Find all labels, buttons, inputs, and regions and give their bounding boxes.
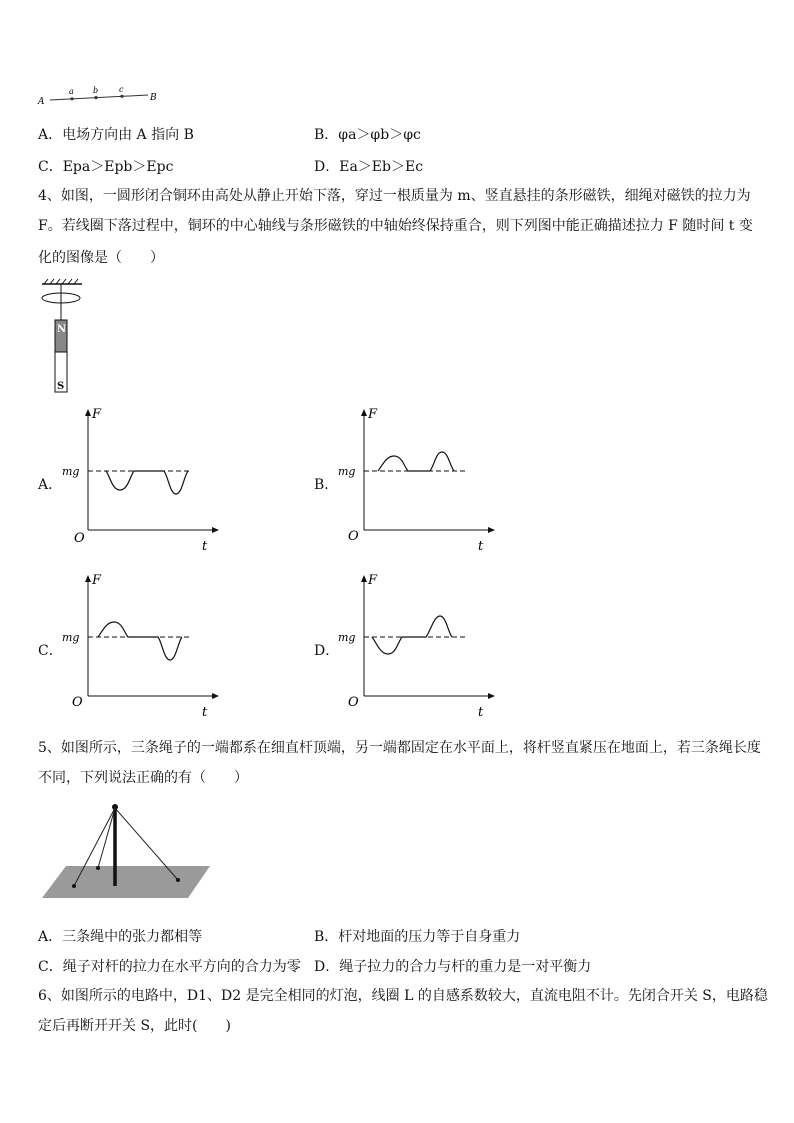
q4-line-1: 4、如图，一圆形闭合铜环由高处从静止开始下落，穿过一根质量为 m、竖直悬挂的条形磁铁，细绳对磁铁的拉力为: [38, 188, 751, 204]
label-c: c: [119, 85, 124, 94]
axis-y-label: F: [92, 573, 102, 588]
magnet-ring-figure: [36, 278, 96, 396]
label-a: a: [69, 87, 74, 96]
pole-ropes-figure: [38, 800, 214, 902]
mg-label: mg: [338, 465, 356, 478]
magnet-south-label: S: [57, 381, 65, 392]
axis-x-label: t: [202, 539, 208, 554]
q3-option-a: A．电场方向由 A 指向 B: [38, 127, 194, 143]
axis-y-label: F: [368, 573, 378, 588]
q5-line-1: 5、如图所示，三条绳子的一端都系在细直杆顶端，另一端都固定在水平面上，将杆竖直紧压在地面上，若三条绳长度: [38, 740, 761, 756]
axis-x-label: t: [478, 705, 484, 720]
q4-option-letter-d: D．: [314, 643, 340, 659]
q4-option-letter-b: B．: [314, 477, 339, 493]
q3-option-c: C．Epa＞Epb＞Epc: [38, 159, 174, 175]
origin-label: O: [74, 531, 85, 546]
origin-label: O: [348, 529, 359, 544]
q5-option-b: B．杆对地面的压力等于自身重力: [314, 929, 521, 945]
field-line-figure: [36, 84, 166, 108]
q4-option-letter-a: A．: [38, 477, 63, 493]
q6-line-2: 定后再断开开关 S，此时( ): [38, 1018, 231, 1034]
graph-d: [338, 570, 498, 720]
origin-label: O: [72, 695, 83, 710]
label-B: B: [150, 93, 157, 103]
axis-y-label: F: [368, 407, 378, 422]
mg-label: mg: [62, 465, 80, 478]
label-b: b: [93, 86, 99, 95]
graph-b: [338, 404, 498, 554]
label-A: A: [38, 97, 45, 107]
graph-c: [62, 570, 222, 720]
graph-a: [62, 404, 222, 554]
origin-label: O: [348, 695, 359, 710]
mg-label: mg: [62, 631, 80, 644]
q5-option-c: C．绳子对杆的拉力在水平方向的合力为零: [38, 959, 301, 975]
q5-option-a: A．三条绳中的张力都相等: [38, 929, 203, 945]
q3-option-b: B．φa＞φb＞φc: [314, 127, 421, 143]
q4-line-2: F。若线圈下落过程中，铜环的中心轴线与条形磁铁的中轴始终保持重合，则下列图中能正确描述拉力 F 随时间 t 变: [38, 218, 753, 234]
q5-option-d: D．绳子拉力的合力与杆的重力是一对平衡力: [314, 959, 592, 975]
q5-line-2: 不同，下列说法正确的有（ ）: [38, 770, 248, 786]
q4-option-letter-c: C．: [38, 643, 63, 659]
magnet-north-label: N: [57, 324, 67, 335]
axis-x-label: t: [478, 539, 484, 554]
q6-line-1: 6、如图所示的电路中，D1、D2 是完全相同的灯泡，线圈 L 的自感系数较大，直流电阻不计。先闭合开关 S，电路稳: [38, 988, 768, 1004]
axis-y-label: F: [92, 407, 102, 422]
q3-option-d: D．Ea＞Eb＞Ec: [314, 159, 424, 175]
q4-line-3: 化的图像是（ ）: [38, 250, 164, 266]
mg-label: mg: [338, 631, 356, 644]
axis-x-label: t: [202, 705, 208, 720]
